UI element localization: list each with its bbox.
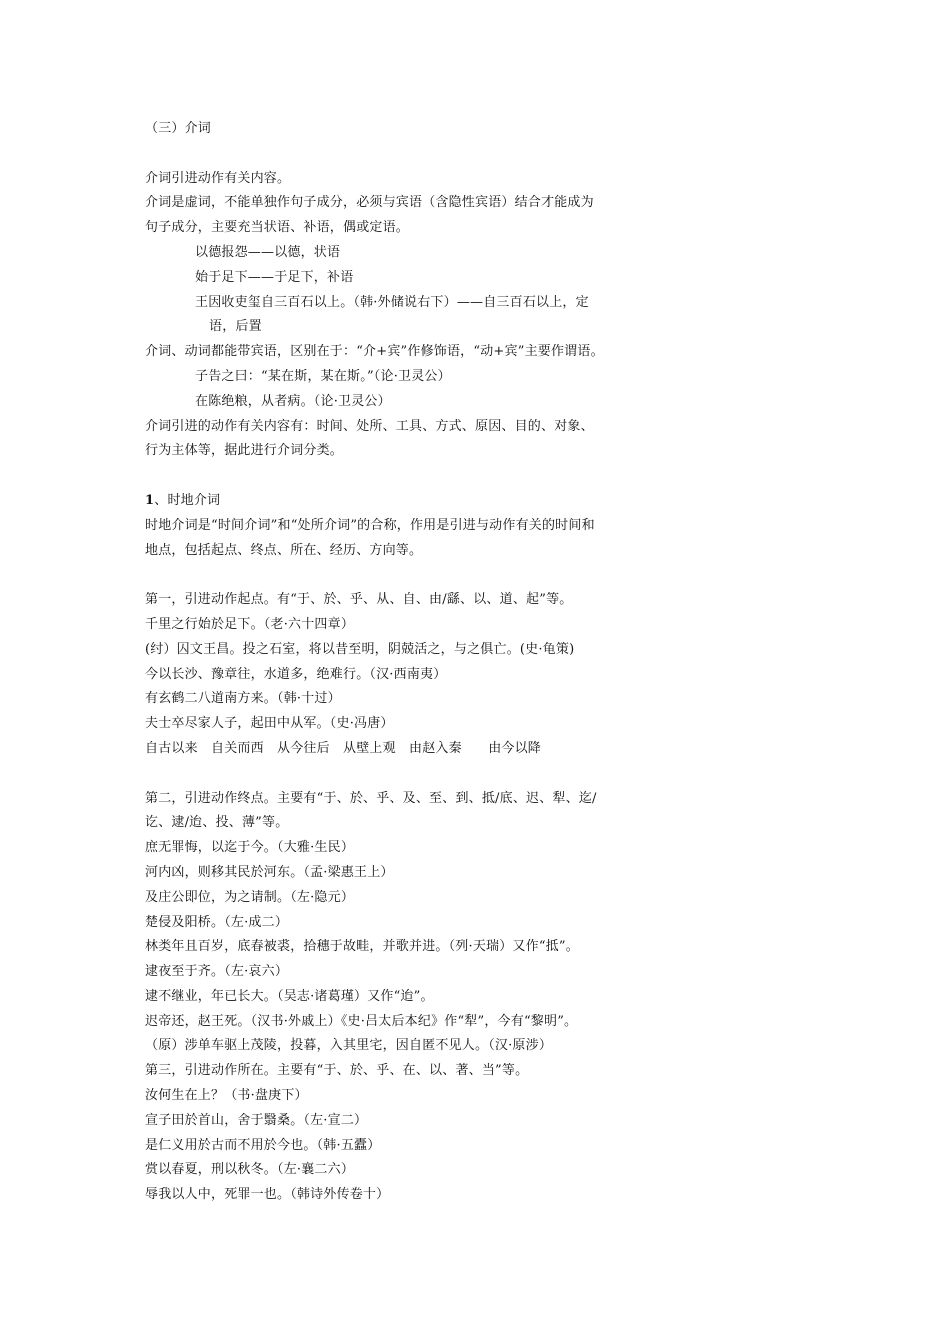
intro-line: 句子成分，主要充当状语、补语，偶或定语。 [145,220,410,236]
part2-line: 楚侵及阳桥。（左·成二） [145,914,289,930]
part3-line: 赏以春夏，刑以秋冬。（左·襄二六） [145,1162,355,1178]
part2-line: 迟帝还，赵王死。（汉书·外戚上）《史·吕太后本纪》作“犁”，今有“黎明”。 [145,1013,578,1029]
part3-line: 汝何生在上？（书·盘庚下） [145,1088,308,1104]
part3-line: 辱我以人中，死罪一也。（韩诗外传卷十） [145,1187,390,1203]
part1-line: 有玄鹤二八道南方来。（韩·十过） [145,691,341,707]
part2-line: 河内凶，则移其民於河东。（孟·梁惠王上） [145,864,394,880]
intro-line: 介词引进动作有关内容。 [145,170,291,186]
part2-line: 林类年且百岁，底春被裘，拾穗于故畦，并歌并进。（列·天瑞）又作“抵”。 [145,939,579,955]
part2-line: 逮不继业，年已长大。（吴志·诸葛瑾）又作“迨”。 [145,988,434,1004]
summary-line: 行为主体等，据此进行介词分类。 [145,443,344,459]
sub-intro-line: 时地介词是“时间介词”和“处所介词”的合称，作用是引进与动作有关的时间和 [145,517,595,533]
part3-line: 宣子田於首山，舍于翳桑。（左·宣二） [145,1112,368,1128]
blank-line [145,464,645,489]
example-line: 在陈绝粮，从者病。（论·卫灵公） [195,393,391,409]
part2-line: （原）涉单车驱上茂陵，投暮，入其里宅，因自匿不见人。（汉·原涉） [145,1038,553,1054]
part1-line: 今以长沙、豫章往，水道多，绝难行。（汉·西南夷） [145,666,447,682]
part2-line: 逮夜至于齐。（左·哀六） [145,964,289,980]
part3-line: 第三，引进动作所在。主要有“于、於、乎、在、以、著、当”等。 [145,1063,529,1079]
intro-line: 介词是虚词，不能单独作句子成分，必须与宾语（含隐性宾语）结合才能成为 [145,195,594,211]
compare-line: 介词、动词都能带宾语，区别在于：“介+宾”作修饰语，“动+宾”主要作谓语。 [145,344,604,360]
part3-line: 是仁义用於古而不用於今也。（韩·五蠹） [145,1137,381,1153]
part1-line: 第一，引进动作起点。有“于、於、乎、从、自、由/繇、以、道、起”等。 [145,592,573,608]
part2-line: 讫、逮/迨、投、薄”等。 [145,815,289,831]
part1-line: 夫士卒尽家人子，起田中从军。（史·冯唐） [145,716,394,732]
example-line: 始于足下——于足下，补语 [195,269,354,285]
example-line: 语，后置 [209,319,262,335]
document-page [145,117,645,1208]
sub-heading [145,489,645,514]
example-line: 子告之曰：“某在斯，某在斯。”（论·卫灵公） [195,368,451,384]
part2-line: 第二，引进动作终点。主要有“于、於、乎、及、至、到、抵/底、迟、犁、迄/ [145,790,597,806]
part1-line: 千里之行始於足下。（老·六十四章） [145,616,355,632]
summary-line: 介词引进的动作有关内容有：时间、处所、工具、方式、原因、目的、对象、 [145,418,594,434]
part1-line: (纣）囚文王昌。投之石室，将以昔至明，阴兢活之，与之俱亡。(史·龟策) [145,641,575,657]
section-title: （三）介词 [145,121,212,136]
blank-line [145,563,645,588]
example-line: 以德报怨——以德，状语 [195,244,341,260]
example-line: 王因收吏玺自三百石以上。（韩·外储说右下）——自三百石以上，定 [195,294,589,310]
part1-line: 自古以来 自关而西 从今往后 从壁上观 由赵入秦 由今以降 [145,740,542,756]
sub-intro-line: 地点，包括起点、终点、所在、经历、方向等。 [145,542,423,558]
blank-line [145,142,645,167]
sub-heading-text: 、时地介词 [154,492,221,508]
part2-line: 及庄公即位，为之请制。（左·隐元） [145,889,355,905]
sub-heading-number: 1 [145,492,155,508]
part2-line: 庶无罪悔，以迄于今。（大雅·生民） [145,840,355,856]
blank-line [145,762,645,787]
